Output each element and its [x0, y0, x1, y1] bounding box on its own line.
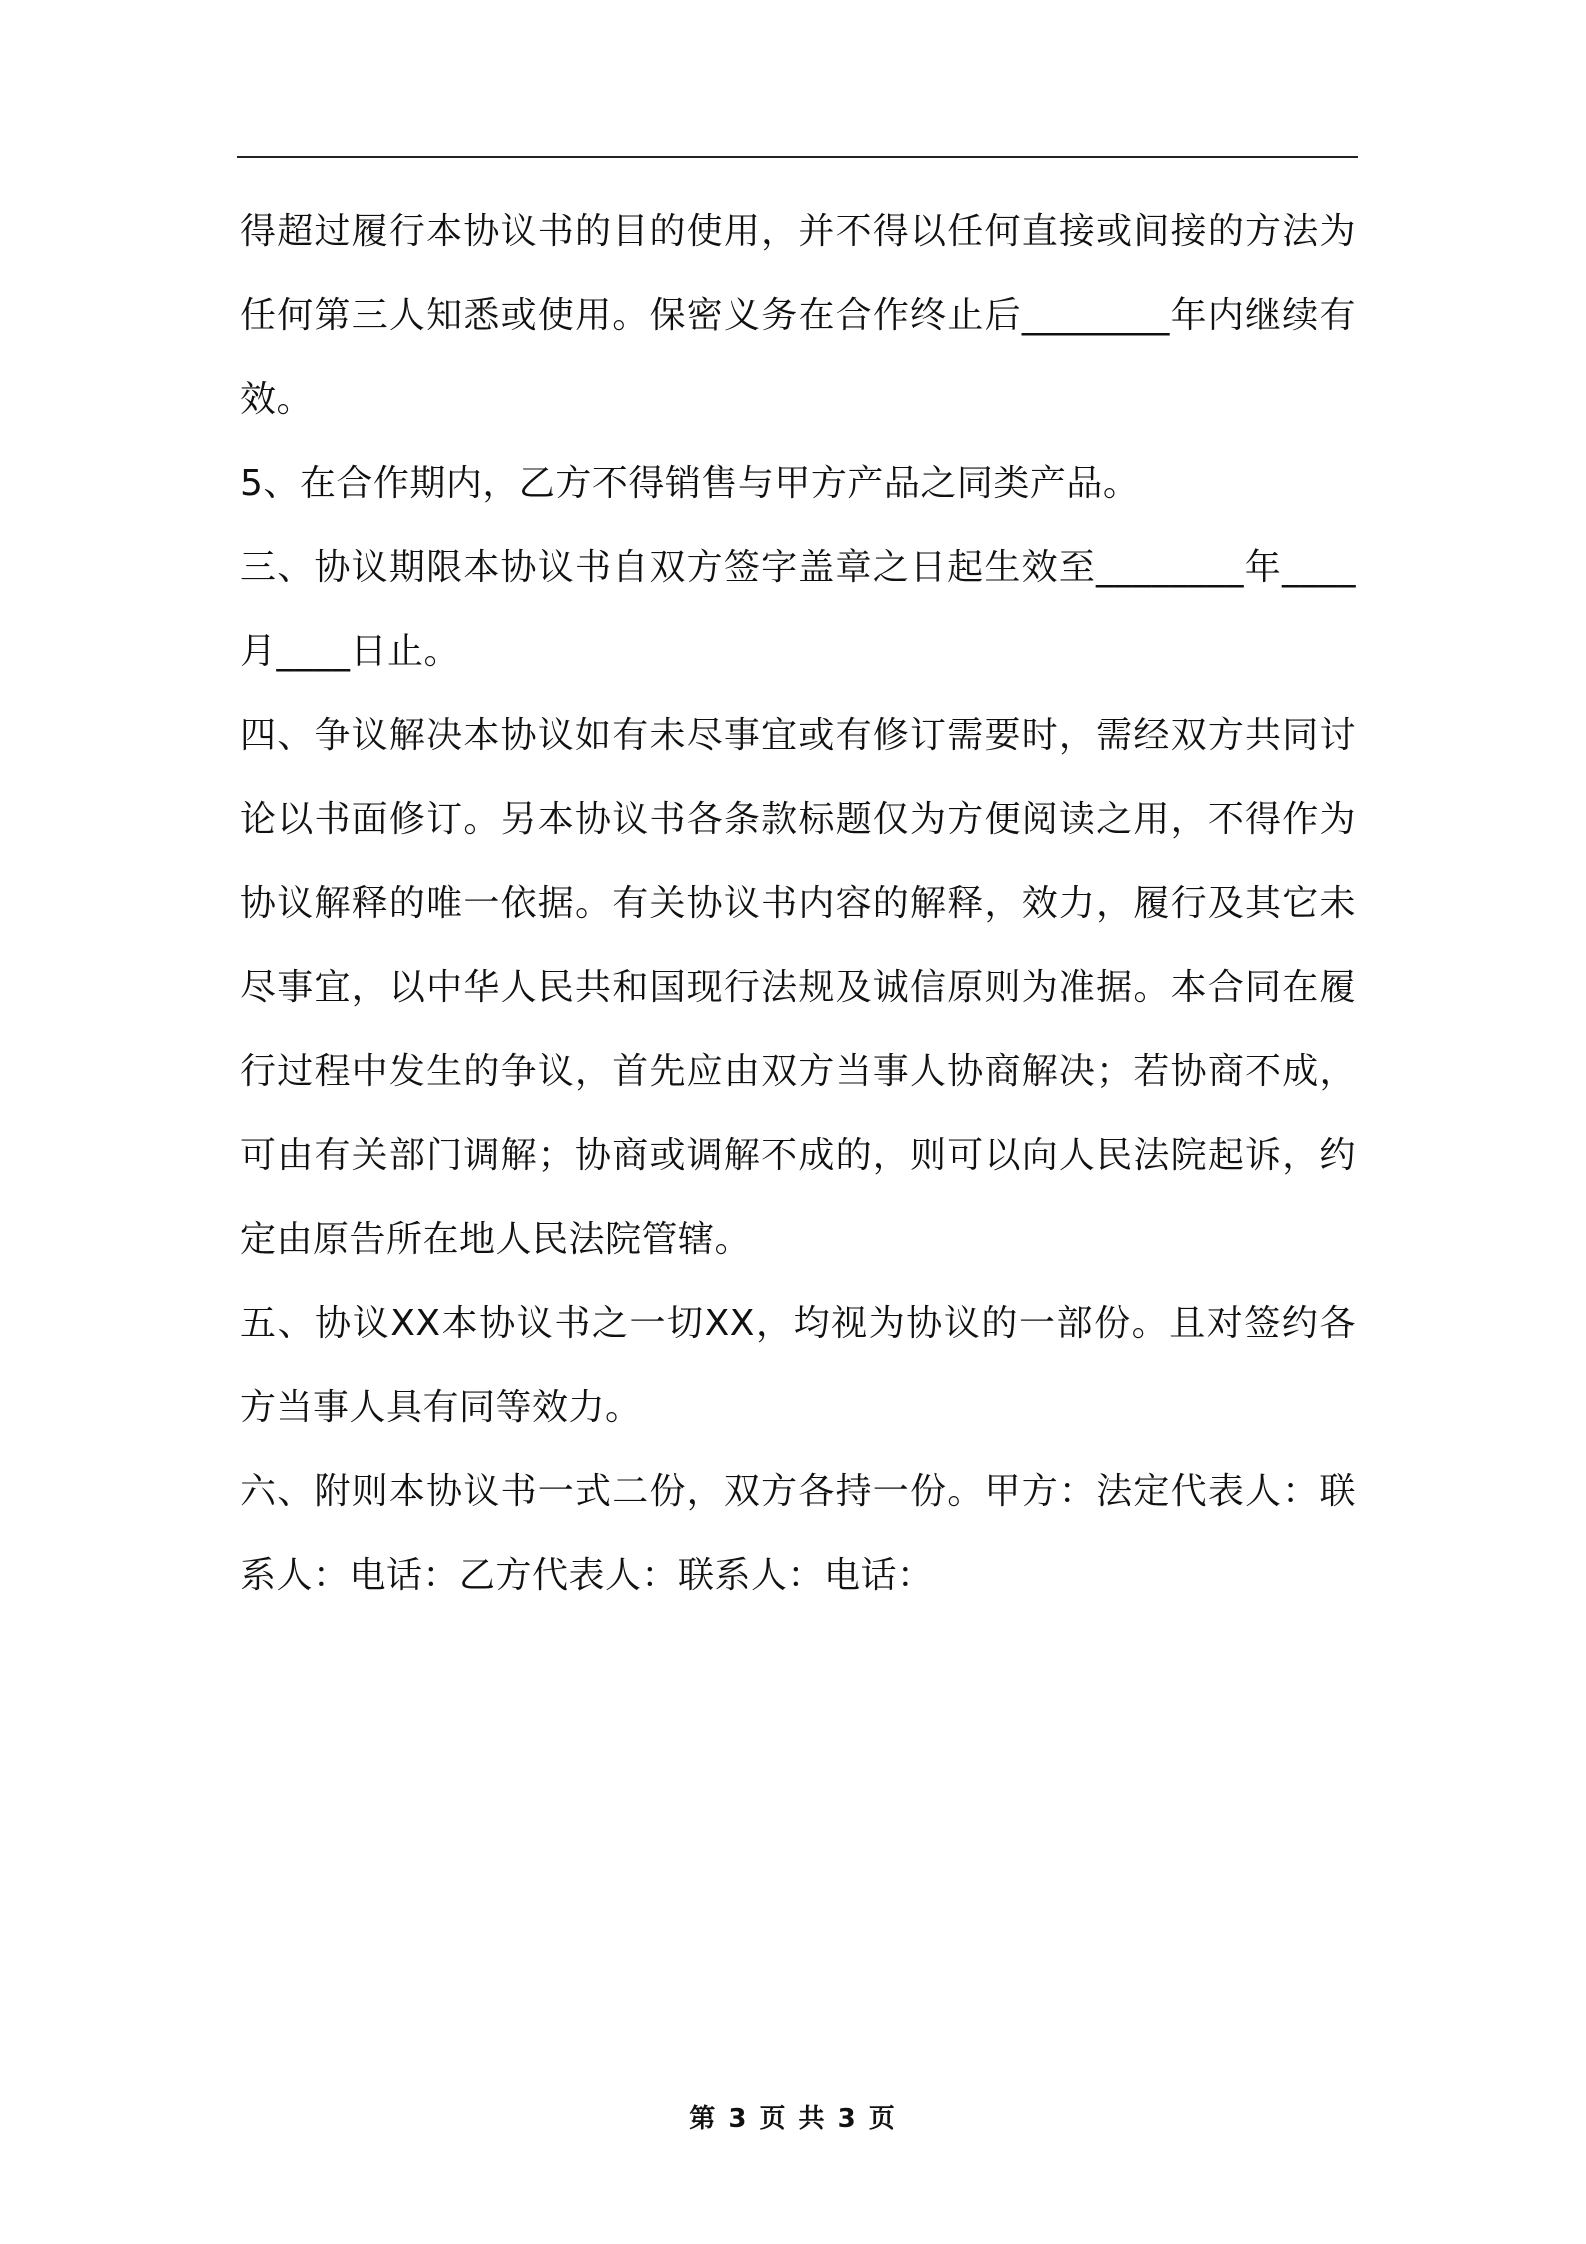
paragraph-supplementary-provisions: 六、附则本协议书一式二份，双方各持一份。甲方：法定代表人：联系人：电话：乙方代表人：联系人：电话：: [240, 1471, 1356, 1596]
paragraph-confidentiality-continued: 得超过履行本协议书的目的使用，并不得以任何直接或间接的方法为任何第三人知悉或使用。保密义务在合作终止后________年内继续有效。: [240, 211, 1356, 420]
paragraph-clause-5: 5、在合作期内，乙方不得销售与甲方产品之同类产品。: [240, 463, 1140, 504]
header-divider: [237, 156, 1358, 158]
page-number-footer: 第 3 页 共 3 页: [689, 2104, 897, 2134]
paragraph-agreement-annex: 五、协议XX本协议书之一切XX，均视为协议的一部份。且对签约各方当事人具有同等效力。: [240, 1303, 1356, 1428]
document-body: [240, 190, 1356, 1618]
paragraph-agreement-term: 三、协议期限本协议书自双方签字盖章之日起生效至________年____月____日止。: [240, 547, 1356, 672]
paragraph-dispute-resolution: 四、争议解决本协议如有未尽事宜或有修订需要时，需经双方共同讨论以书面修订。另本协议书各条款标题仅为方便阅读之用，不得作为协议解释的唯一依据。有关协议书内容的解释，效力，履行及其它未尽事宜，以中华人民共和国现行法规及诚信原则为准据。本合同在履行过程中发生的争议，首先应由双方当事人协商解决；若协商不成，可由有关部门调解；协商或调解不成的，则可以向人民法院起诉，约定由原告所在地人民法院管辖。: [240, 715, 1356, 1260]
